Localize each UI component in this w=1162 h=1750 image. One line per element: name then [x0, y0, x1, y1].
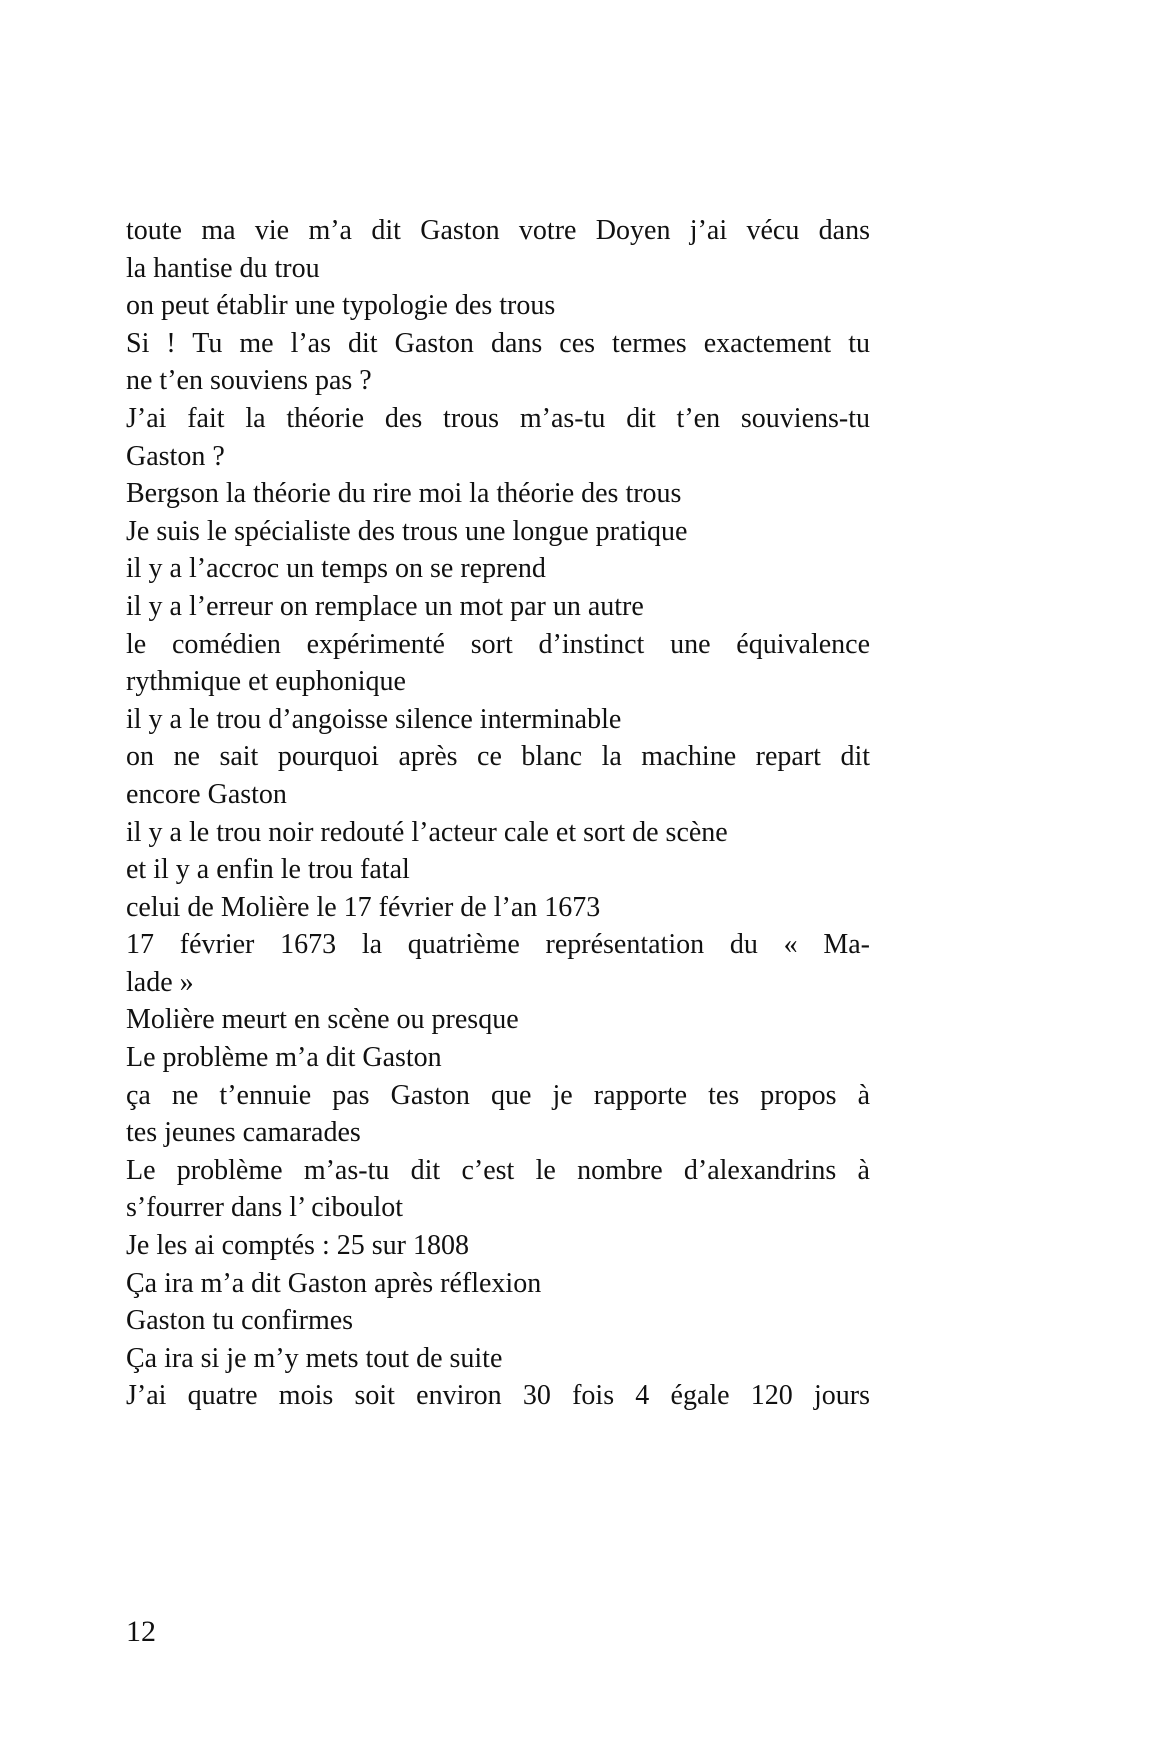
text-line: la hantise du trou	[126, 252, 320, 284]
text-line: celui de Molière le 17 février de l’an 1673	[126, 891, 601, 923]
text-line: on ne sait pourquoi après ce blanc la machine repart dit	[126, 741, 870, 773]
text-line: tes jeunes camarades	[126, 1117, 361, 1149]
text-line: lade »	[126, 966, 194, 998]
text-line: il y a l’accroc un temps on se reprend	[126, 553, 546, 585]
text-line: toute ma vie m’a dit Gaston votre Doyen j’ai vécu dans	[126, 215, 870, 246]
text-line: Ça ira si je m’y mets tout de suite	[126, 1342, 503, 1374]
text-line: J’ai fait la théorie des trous m’as-tu dit t’en souviens-tu	[126, 402, 870, 434]
text-line: il y a le trou noir redouté l’acteur cale et sort de scène	[126, 816, 728, 848]
text-line: encore Gaston	[126, 778, 287, 810]
text-line: Je suis le spécialiste des trous une longue pratique	[126, 515, 688, 547]
text-line: et il y a enfin le trou fatal	[126, 854, 410, 886]
text-line: Molière meurt en scène ou presque	[126, 1004, 519, 1036]
text-line: ça ne t’ennuie pas Gaston que je rapporte tes propos à	[126, 1079, 870, 1111]
text-line: 17 février 1673 la quatrième représentation du « Ma-	[126, 929, 870, 961]
text-line: s’fourrer dans l’ ciboulot	[126, 1192, 404, 1224]
text-line: il y a le trou d’angoisse silence interminable	[126, 703, 622, 735]
text-line: rythmique et euphonique	[126, 666, 406, 698]
text-line: Ça ira m’a dit Gaston après réflexion	[126, 1267, 542, 1299]
text-line: Le problème m’as-tu dit c’est le nombre d’alexandrins à	[126, 1154, 870, 1186]
page-number: 12	[126, 1615, 156, 1648]
text-line: Gaston ?	[126, 440, 225, 472]
text-line: Gaston tu confirmes	[126, 1305, 354, 1337]
text-line: Bergson la théorie du rire moi la théorie des trous	[126, 478, 682, 510]
body-text	[126, 212, 870, 1415]
text-line: le comédien expérimenté sort d’instinct une équivalence	[126, 628, 870, 660]
text-line: Si ! Tu me l’as dit Gaston dans ces termes exactement tu	[126, 327, 870, 359]
text-line: J’ai quatre mois soit environ 30 fois 4 égale 120 jours	[126, 1380, 870, 1412]
text-line: ne t’en souviens pas ?	[126, 365, 372, 397]
text-line: Le problème m’a dit Gaston	[126, 1042, 442, 1074]
text-line: on peut établir une typologie des trous	[126, 290, 556, 322]
text-line: Je les ai comptés : 25 sur 1808	[126, 1230, 469, 1262]
text-line: il y a l’erreur on remplace un mot par un autre	[126, 590, 644, 622]
